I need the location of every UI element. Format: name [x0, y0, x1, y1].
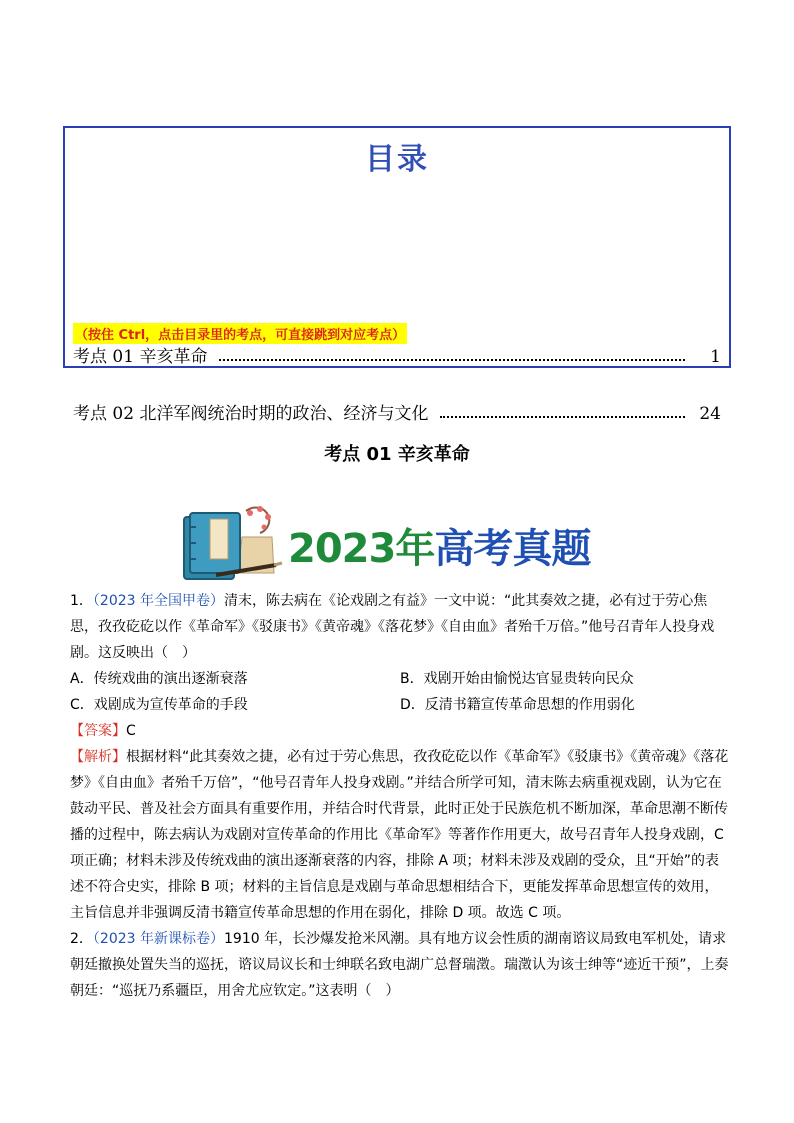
analysis-text: 根据材料“此其奏效之捷，必有过于劳心焦思，孜孜矻矻以作《革命军》《驳康书》《黄帝魂》《落花梦》《自由血》者殆千万倍”，“他号召青年人投身戏剧。”并结合所学可知，清末陈去病重视戏剧，认为它在鼓动平民、普及社会方面具有重要作用，并结合时代背景，此时正处于民族危机不断加深，革命思潮不断传播的过程中，陈去病认为戏剧对宣传革命的作用比《革命军》等著作作用更大，故号召青年人投身戏剧，C 项正确；材料未涉及传统戏曲的演出逐渐衰落的内容，排除 A 项；材料未涉及戏剧的受众，且“开始”的表述不符合史实，排除 B 项；材料的主旨信息是戏剧与革命思想相结合下，更能发挥革命思想宣传的效用，主旨信息并非强调反清书籍宣传革命思想的作用在弱化，排除 D 项。故选 C 项。	[70, 749, 729, 921]
toc-item-1[interactable]	[73, 341, 721, 367]
question-1-options	[70, 666, 730, 718]
question-1-answer	[70, 718, 730, 744]
toc-title: 目录	[365, 142, 429, 177]
question-stem: 清末，陈去病在《论戏剧之有益》一文中说：“此其奏效之捷，必有过于劳心焦思，孜孜矻矻以作《革命军》《驳康书》《黄帝魂》《落花梦》《自由血》者殆千万倍。”他号召青年人投身戏剧。这反映出（ ）	[70, 593, 715, 661]
exam-banner	[176, 503, 616, 585]
question-1	[70, 588, 730, 666]
toc-item-page: 1	[710, 347, 721, 367]
toc-item-label: 考点 01 辛亥革命	[73, 347, 208, 367]
banner-title-text: 高考真题	[434, 526, 591, 572]
question-1-analysis	[70, 744, 730, 926]
banner-title	[288, 517, 590, 574]
option-d: D．反清书籍宣传革命思想的作用弱化	[400, 697, 635, 713]
option-c: C．戏剧成为宣传革命的手段	[70, 697, 248, 713]
option-a: A．传统戏曲的演出逐渐衰落	[70, 671, 248, 687]
question-stem: 1910 年，长沙爆发抢米风潮。具有地方议会性质的湖南谘议局致电军机处，请求朝廷撤换处置失当的巡抚，谘议局议长和士绅联名致电湖广总督瑞澂。瑞澂认为该士绅等“迹近干预”，上奏朝廷：“巡抚乃系疆臣，用舍尤应钦定。”这表明（ ）	[70, 931, 729, 999]
toc-item-2[interactable]	[73, 398, 721, 424]
toc-item-label: 考点 02 北洋军阀统治时期的政治、经济与文化	[73, 404, 429, 424]
answer-value: C	[126, 723, 136, 739]
banner-year: 2023年	[288, 526, 435, 572]
section-heading: 考点 01 辛亥革命	[324, 444, 470, 465]
toc-item-page: 24	[699, 404, 721, 424]
question-number: 1．	[70, 593, 93, 609]
analysis-label: 【解析】	[70, 749, 126, 765]
question-number: 2．	[70, 931, 93, 947]
option-b: B．戏剧开始由愉悦达官显贵转向民众	[400, 671, 634, 687]
question-2	[70, 926, 730, 1004]
toc-leader-dots	[440, 416, 685, 418]
question-source: （2023 年新课标卷）	[92, 931, 225, 947]
toc-leader-dots	[219, 359, 685, 361]
toc-note: （按住 Ctrl，点击目录里的考点，可直接跳到对应考点）	[73, 323, 407, 344]
answer-label: 【答案】	[70, 723, 126, 739]
question-source: （2023 年全国甲卷）	[92, 593, 225, 609]
book-stack-icon	[176, 503, 286, 585]
question-content	[70, 588, 730, 1004]
